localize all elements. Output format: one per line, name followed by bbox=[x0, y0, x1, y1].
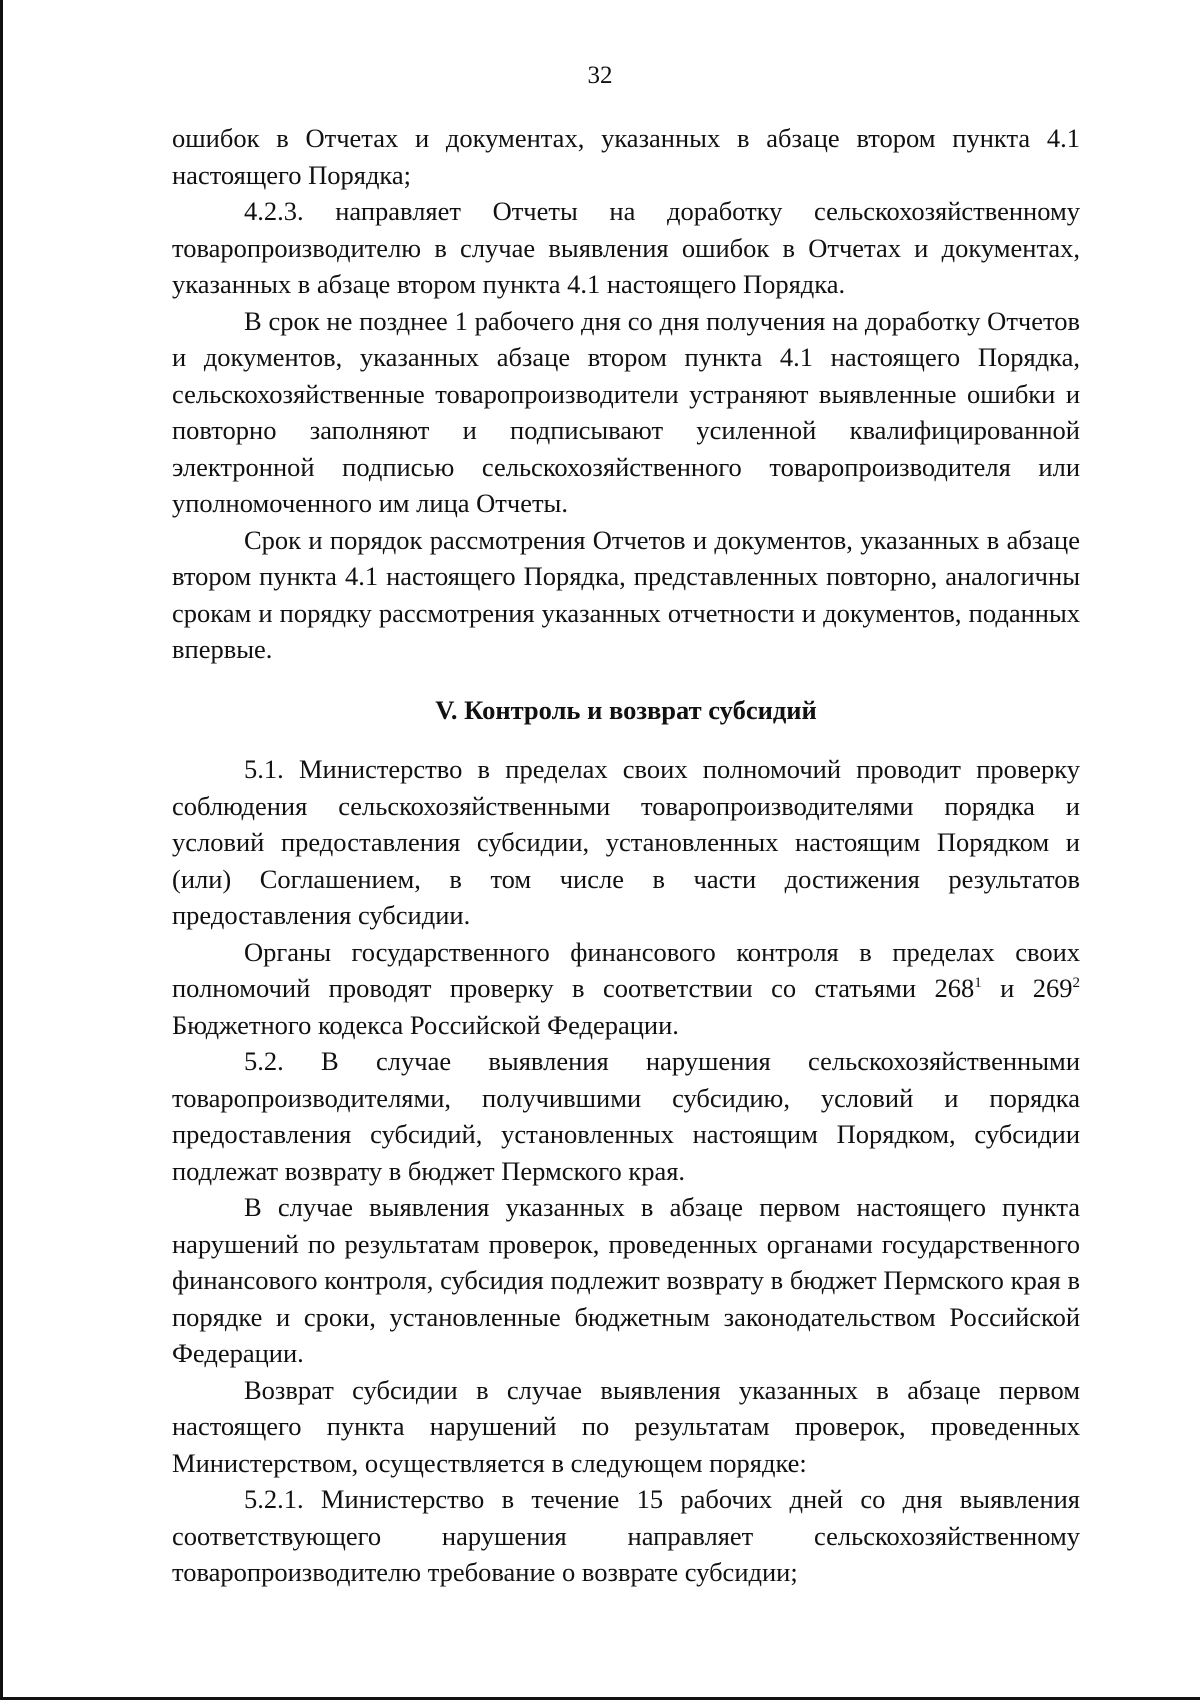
section-title: V. Контроль и возврат субсидий bbox=[435, 694, 817, 725]
financial-control-text-middle: и 269 bbox=[981, 973, 1073, 1003]
paragraph-4-2-3: 4.2.3. направляет Отчеты на доработку сельскохозяйственному товаропроизводителю в случае выявления ошибок в Отчетах и документах, указанных в абзаце втором пункта 4.1 настоящего Порядка. bbox=[172, 196, 1080, 299]
paragraph-5-1: 5.1. Министерство в пределах своих полномочий проводит проверку соблюдения сельскохозяйственными товаропроизводителями порядка и условий предоставления субсидии, установленных настоящим Порядком и (или) Соглашением, в том числе в части достижения результатов предоставления субсидии. bbox=[172, 754, 1080, 930]
paragraph-return-procedure: Возврат субсидии в случае выявления указанных в абзаце первом настоящего пункта нарушений по результатам проверок, проведенных Министерством, осуществляется в следующем порядке: bbox=[172, 1374, 1080, 1478]
paragraph-financial-control bbox=[172, 934, 1080, 1044]
paragraph-violations-return: В случае выявления указанных в абзаце первом настоящего пункта нарушений по результатам проверок, проведенных органами государственного финансового контроля, субсидия подлежит возврату в бюджет Пермского края в порядке и сроки, установленные бюджетным законодательством Российской Федерации. bbox=[172, 1192, 1080, 1368]
paragraph-5-2: 5.2. В случае выявления нарушения сельскохозяйственными товаропроизводителями, получившими субсидию, условий и порядка предоставления субсидий, установленных настоящим Порядком, субсидии подлежат возврату в бюджет Пермского края. bbox=[172, 1046, 1080, 1186]
scan-edge-left bbox=[0, 0, 3, 1700]
page-number: 32 bbox=[587, 62, 613, 89]
financial-control-text-start: Органы государственного финансового контроля в пределах своих полномочий проводят проверку в соответствии со статьями 268 bbox=[172, 936, 1080, 1003]
document-body bbox=[172, 120, 1080, 1591]
superscript-article-268: 1 bbox=[974, 975, 982, 992]
paragraph-rework-deadline: В срок не позднее 1 рабочего дня со дня получения на доработку Отчетов и документов, указанных абзаце втором пункта 4.1 настоящего Порядка, сельскохозяйственные товаропроизводители устраняют выявленные ошибки и повторно заполняют и подписывают усиленной квалифицированной электронной подписью сельскохозяйственного товаропроизводителя или уполномоченного им лица Отчеты. bbox=[172, 305, 1080, 518]
paragraph-review-terms: Срок и порядок рассмотрения Отчетов и документов, указанных в абзаце втором пункта 4.1 настоящего Порядка, представленных повторно, аналогичны срокам и порядку рассмотрения указанных отчетности и документов, поданных впервые. bbox=[172, 524, 1080, 664]
paragraph-errors-continuation: ошибок в Отчетах и документах, указанных в абзаце втором пункта 4.1 настоящего Порядка; bbox=[172, 123, 1080, 190]
financial-control-text-end: Бюджетного кодекса Российской Федерации. bbox=[172, 1009, 679, 1040]
superscript-article-269: 2 bbox=[1072, 975, 1081, 992]
paragraph-5-2-1: 5.2.1. Министерство в течение 15 рабочих дней со дня выявления соответствующего нарушения направляет сельскохозяйственному товаропроизводителю требование о возврате субсидии; bbox=[172, 1484, 1080, 1587]
